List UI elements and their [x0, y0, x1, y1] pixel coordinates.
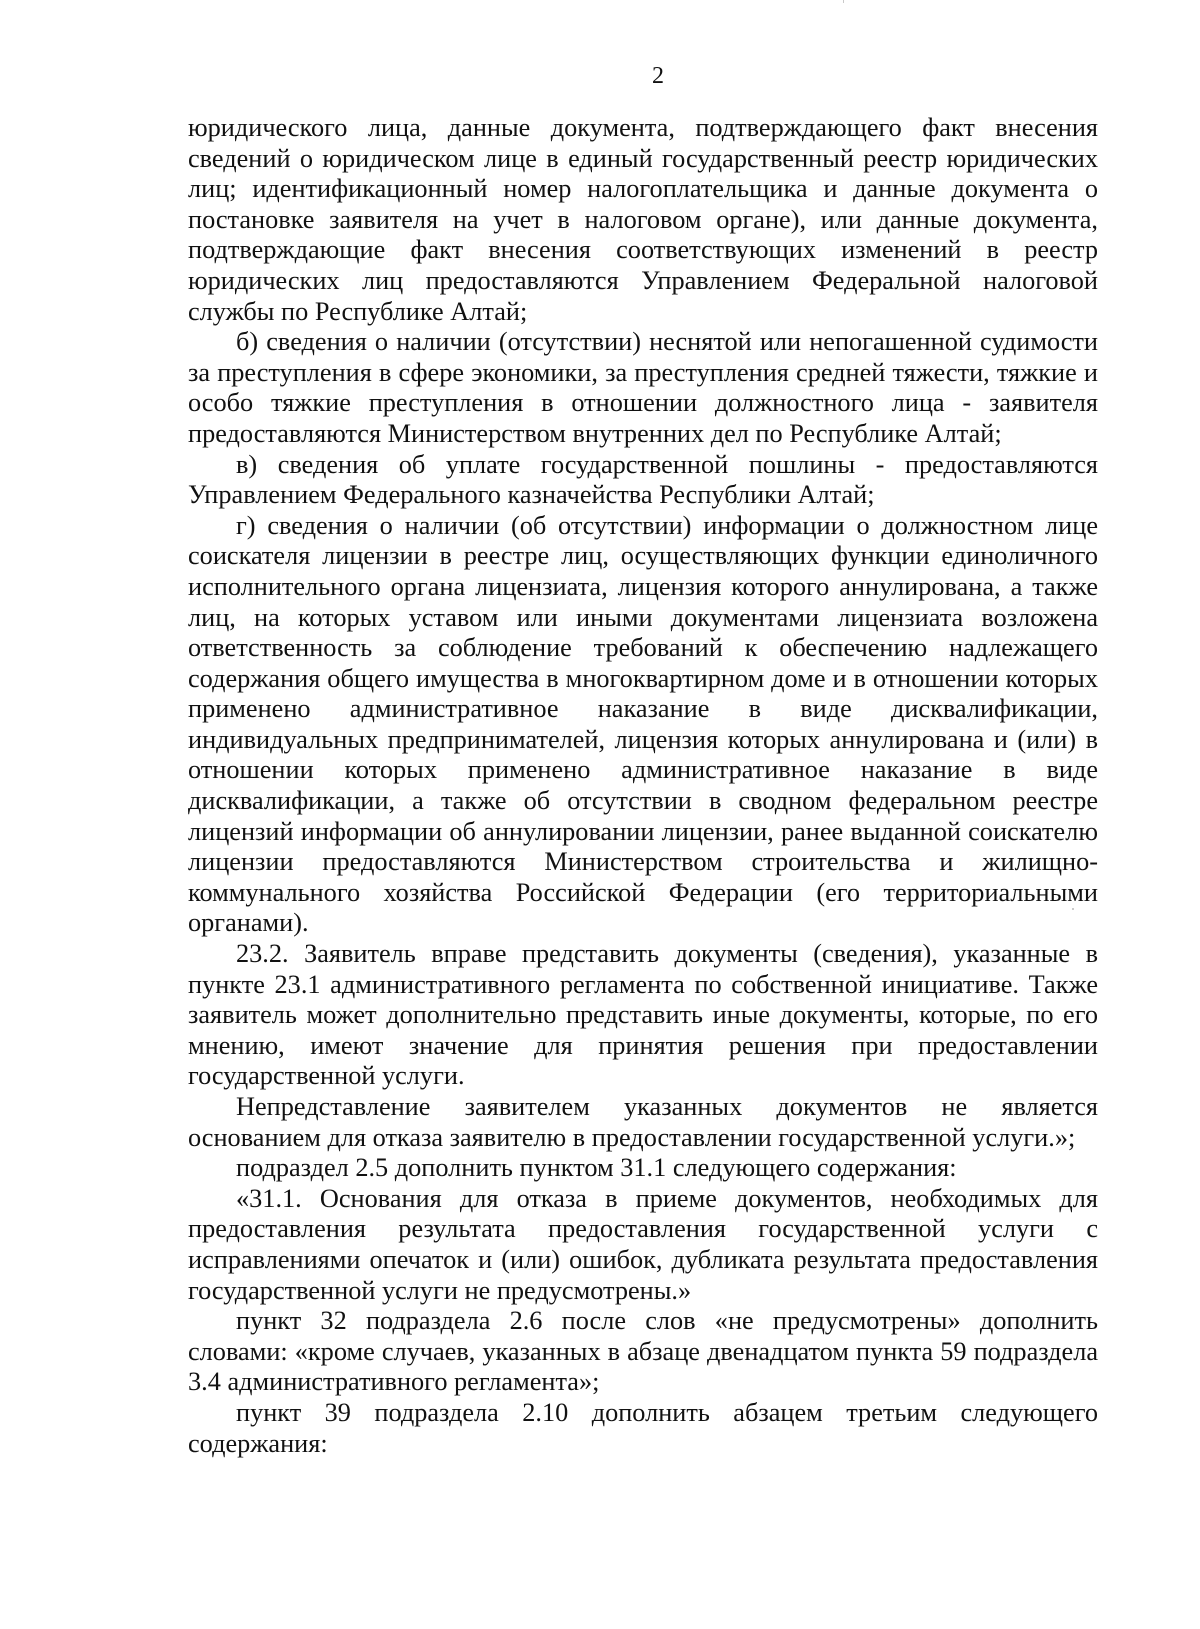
paragraph-v: в) сведения об уплате государственной пошлины - предоставляются Управлением Федерального казначейства Республики Алтай;: [188, 449, 1098, 510]
page-number: 2: [652, 63, 664, 89]
paragraph-b: б) сведения о наличии (отсутствии) неснятой или непогашенной судимости за преступления в сфере экономики, за преступления средней тяжести, тяжкие и особо тяжкие преступления в отношении должностного лица - заявителя предоставляются Министерством внутренних дел по Республике Алтай;: [188, 327, 1098, 448]
document-body: [188, 113, 1098, 1459]
paragraph-g: г) сведения о наличии (об отсутствии) информации о должностном лице соискателя лицензии в реестре лиц, осуществляющих функции единоличного исполнительного органа лицензиата, лицензия которого аннулирована, а также лиц, на которых уставом или иными документами лицензиата возложена ответственность за соблюдение требований к обеспечению надлежащего содержания общего имущества в многоквартирном доме и в отношении которых применено административное наказание в виде дисквалификации, индивидуальных предпринимателей, лицензия которых аннулирована и (или) в отношении которых применено административное наказание в виде дисквалификации, а также об отсутствии в сводном федеральном реестре лицензий информации об аннулировании лицензии, ранее выданной соискателю лицензии предоставляются Министерством строительства и жилищно-коммунального хозяйства Российской Федерации (его территориальными органами).: [188, 510, 1098, 938]
paragraph-point-32: пункт 32 подраздела 2.6 после слов «не предусмотрены» дополнить словами: «кроме случаев, указанных в абзаце двенадцатом пункта 59 подраздела 3.4 административного регламента»;: [188, 1306, 1098, 1397]
paragraph-31-1: «31.1. Основания для отказа в приеме документов, необходимых для предоставления результата предоставления государственной услуги с исправлениями опечаток и (или) ошибок, дубликата результата предоставления государственной услуги не предусмотрены.»: [188, 1183, 1098, 1305]
paragraph-23-2: 23.2. Заявитель вправе представить документы (сведения), указанные в пункте 23.1 административного регламента по собственной инициативе. Также заявитель может дополнительно представить иные документы, которые, по его мнению, имеют значение для принятия решения при предоставлении государственной услуги.: [188, 939, 1098, 1091]
paragraph-continuation: юридического лица, данные документа, подтверждающего факт внесения сведений о юридическом лице в единый государственный реестр юридических лиц; идентификационный номер налогоплательщика и данные документа о постановке заявителя на учет в налоговом органе), или данные документа, подтверждающие факт внесения соответствующих изменений в реестр юридических лиц предоставляются Управлением Федеральной налоговой службы по Республике Алтай;: [188, 113, 1098, 326]
paragraph-point-39: пункт 39 подраздела 2.10 дополнить абзацем третьим следующего содержания:: [188, 1397, 1098, 1458]
paragraph-subsection-2-5: подраздел 2.5 дополнить пунктом 31.1 следующего содержания:: [236, 1153, 957, 1183]
scan-artifact-top: [843, 0, 844, 3]
paragraph-nonsubmission: Непредставление заявителем указанных документов не является основанием для отказа заявителю в предоставлении государственной услуги.»;: [188, 1092, 1098, 1152]
